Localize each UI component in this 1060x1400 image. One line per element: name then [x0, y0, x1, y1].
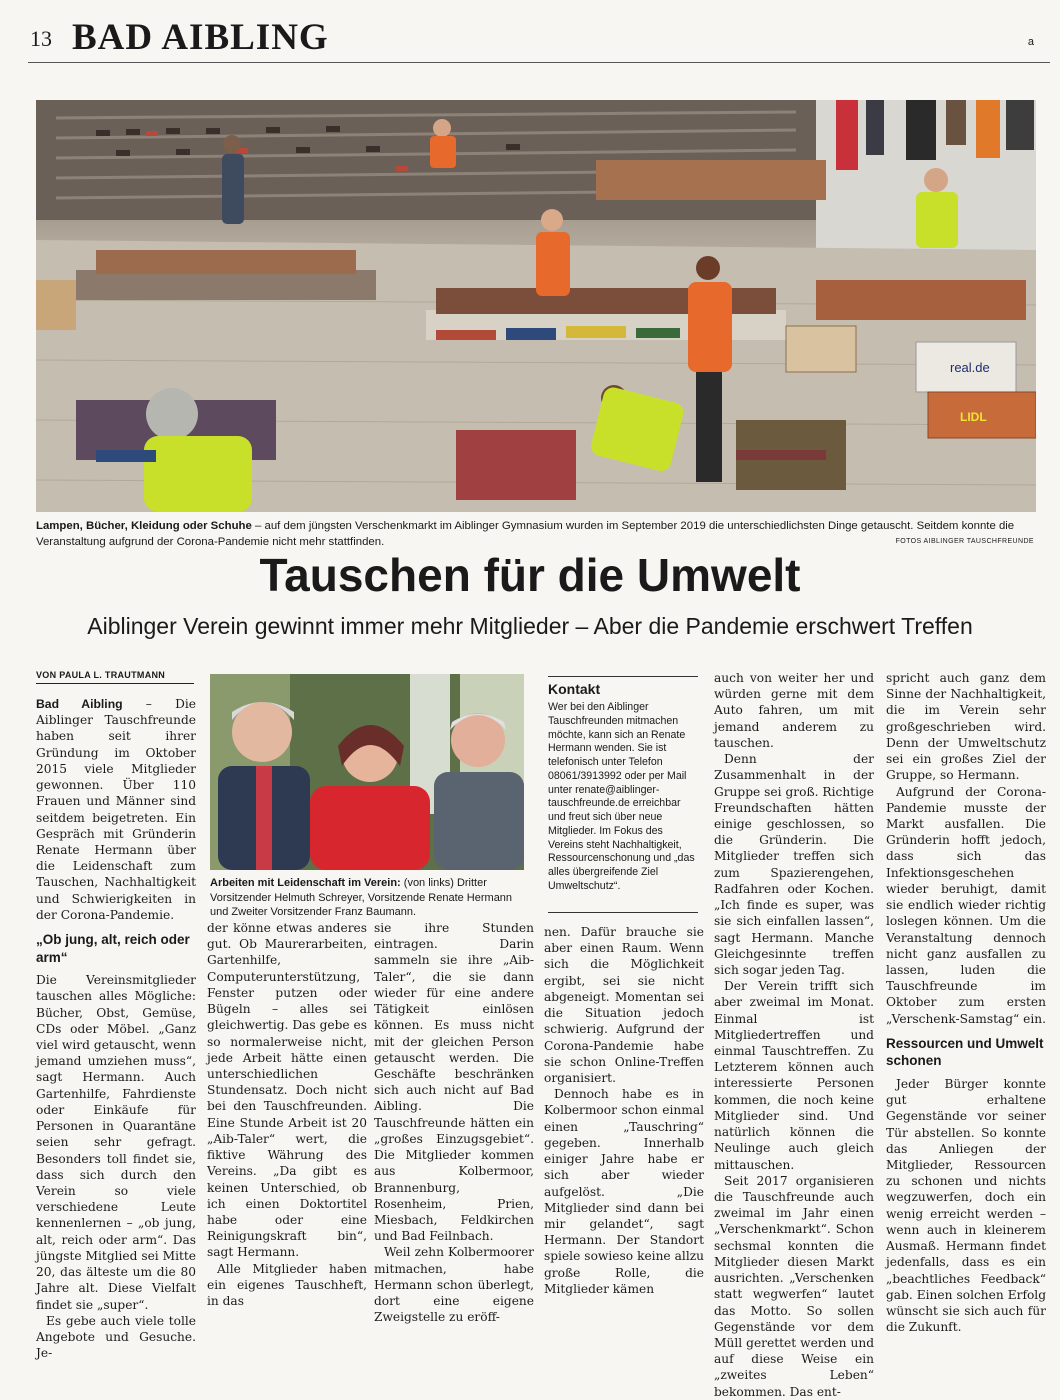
main-photo-caption: [36, 518, 1036, 550]
box-label-lidl: LIDL: [960, 410, 987, 424]
paragraph: Denn der Zusammenhalt in der Gruppe sei groß. Richtige Freundschaften hätten einige geschlossen, so die Gründerin. Die Mitglieder treffen sich zum Spazierengehen, Radfahren oder Kochen. „Ich finde es super, was sie sich einfallen lassen“, sagt Hermann. Manche Gleichgesinnte treffen sich sogar jeden Tag.: [714, 752, 874, 977]
page-number: 13: [30, 26, 52, 51]
section-title: BAD AIBLING: [72, 17, 329, 58]
main-photo: [36, 100, 1036, 512]
caption-text: (von links) Dritter Vorsitzender Helmuth Schreyer, Vorsitzende Renate Hermann und Zweiter Vorsitzender Franz Baumann.: [210, 877, 513, 919]
caption-text: – auf dem jüngsten Verschenkmarkt im Aiblinger Gymnasium wurden im September 2019 die unterschiedlichsten Dinge getauscht. Seitdem konnte die Veranstaltung aufgrund der Corona-Pandemie nicht mehr stattfinden.: [36, 520, 1015, 549]
edition-marker: a: [1027, 36, 1034, 48]
article-headline: Tauschen für die Umwelt: [259, 549, 801, 601]
paragraph: nen. Dafür brauche sie aber einen Raum. Wenn sich die Möglichkeit ergibt, sei sie nicht abgeneigt. Momentan sei die Situation jedoch schwierig. Aufgrund der Corona-Pandemie habe sie schon Online-Treffen organisiert.: [544, 925, 704, 1085]
team-photo: [210, 674, 524, 870]
photo-credit: FOTOS AIBLINGER TAUSCHFREUNDE: [895, 538, 1034, 545]
subheading: „Ob jung, alt, reich oder arm“: [36, 932, 190, 965]
market-hall-illustration: [36, 100, 1036, 512]
team-photo-illustration: [210, 674, 524, 870]
paragraph: Weil zehn Kolbermoorer mitmachen, habe Hermann schon überlegt, dort eine eigene Zweigstelle zu eröff-: [374, 1245, 534, 1325]
paragraph: Die Vereinsmitglieder tauschen alles Mögliche: Bücher, Obst, Gemüse, CDs oder Möbel. „Ganz viel wird getauscht, wenn jemand umziehen muss“, sagt Hermann. Auch Gartenhilfe, Fahrdienste oder Einkäufe für Personen in Quarantäne seien sehr gefragt. Besonders toll findet sie, dass sich durch den Verein so viele verschiedene Leute kennenlernen – „ob jung, alt, reich oder arm“. Das jüngste Mitglied sei Mitte 20, das älteste um die 80 Jahre alt. Diese Vielfalt findet sie „super“.: [36, 973, 196, 1312]
paragraph: Dennoch habe es in Kolbermoor schon einmal einen „Tauschring“ gegeben. Innerhalb einiger Jahre habe er sich aber wieder aufgelöst. „Die Mitglieder sind dann bei mir gelandet“, sagt Hermann. Der Standort spiele sowieso keine allzu große Rolle, die Mitglieder kämen: [544, 1087, 704, 1296]
article-column-1: [36, 696, 196, 1361]
paragraph: Jeder Bürger konnte gut erhaltene Gegenstände vor seiner Tür abstellen. So konnte das Anliegen der Mitglieder, Ressourcen zu schonen und nichts wegzuwerfen, doch ein wenig erreicht werden – wenn auch in kleinerem Ausmaß. Hermann findet jedenfalls, dass es ein „beachtliches Feedback“ gab. Einen solchen Erfolg wünscht sie sich auch für die Zukunft.: [886, 1076, 1046, 1335]
kontakt-title: Kontakt: [548, 681, 601, 697]
subheading: Ressourcen und Umwelt schonen: [886, 1035, 1044, 1069]
paragraph: Aufgrund der Corona-Pandemie musste der Markt ausfallen. Die Gründerin hofft jedoch, dass sich das Infektionsgeschehen wieder beruhigt, damit sie endlich wieder richtig loslegen können. Um die Veranstaltung dennoch nicht ganz ausfallen zu lassen, luden die Tauschfreunde im Oktober zum ersten „Verschenk-Samstag“ ein.: [886, 784, 1046, 1026]
paragraph: [36, 696, 196, 923]
article-column-6: [886, 670, 1046, 1335]
caption-lead: Arbeiten mit Leidenschaft im Verein:: [210, 877, 401, 889]
paragraph-text: – Die Aiblinger Tauschfreunde haben seit ihrer Gründung im Oktober 2015 viele Mitglieder gewonnen. Über 110 Frauen und Männer sind seitdem beigetreten. Ein Gespräch mit Gründerin Renate Hermann über die Leidenschaft zum Tauschen, Nachhaltigkeit und Schwierigkeiten in der Corona-Pandemie.: [36, 697, 196, 922]
header-rule: [28, 62, 1050, 63]
kontakt-box: [548, 676, 698, 894]
caption-lead: Lampen, Bücher, Kleidung oder Schuhe: [36, 520, 252, 532]
paragraph: der könne etwas anderes gut. Ob Maurerarbeiten, Gartenhilfe, Computerunterstützung, Fenster putzen oder Bügeln – alles sei gleichwertig. Das gebe es so normalerweise nicht, jede Arbeit hätte einen unterschiedlichen Stundensatz. Doch nicht bei den Tauschfreunden. Eine Stunde Arbeit ist 20 „Aib-Taler“ wert, die fiktive Währung des Vereins. „Da gibt es keinen Unterschied, ob ich einen Doktortitel habe oder eine Reinigungskraft bin“, sagt Hermann.: [207, 921, 367, 1260]
team-photo-caption: [210, 876, 526, 920]
paragraph: sie ihre Stunden eintragen. Darin sammeln sie ihre „Aib-Taler“, die sie dann wieder für eine andere Tätigkeit einlösen können. Es muss nicht mit der gleichen Person getauscht werden. Die Geschäfte beschränken sich auch nicht auf Bad Aibling. Die Tauschfreunde hätten ein „großes Einzugsgebiet“. Die Mitglieder kommen aus Kolbermoor, Brannenburg, Rosenheim, Prien, Miesbach, Feldkirchen und Bad Feilnbach.: [374, 921, 534, 1244]
article-column-5: [714, 670, 874, 1400]
paragraph: Der Verein trifft sich aber zweimal im Monat. Einmal ist Mitgliedertreffen und einmal Tauschtreffen. Zu Letzterem können auch interessierte Personen kommen, die noch keine Mitglieder sind. Und natürlich können die Neulinge auch gleich mittauschen.: [714, 979, 874, 1172]
byline: VON PAULA L. TRAUTMANN: [36, 670, 194, 684]
article-subheadline: Aiblinger Verein gewinnt immer mehr Mitglieder – Aber die Pandemie erschwert Treffen: [87, 613, 973, 639]
paragraph: auch von weiter her und würden gerne mit dem Auto fahren, um mit jemand anderem zu tauschen.: [714, 671, 874, 750]
paragraph: Alle Mitglieder haben ein eigenes Tauschheft, in das: [207, 1261, 367, 1309]
kontakt-rule: [548, 912, 698, 913]
article-column-2: [207, 920, 367, 1309]
paragraph: Es gebe auch viele tolle Angebote und Gesuche. Je-: [36, 1313, 196, 1361]
article-column-4: [544, 924, 704, 1297]
kontakt-text: Wer bei den Aiblinger Tauschfreunden mitmachen möchte, kann sich an Renate Hermann wenden. Sie ist telefonisch unter Telefon 08061/3913992 oder per Mail unter renate@aiblinger-tauschfreunde.de erreichbar und freut sich über neue Mitglieder. Im Fokus des Vereins steht Nachhaltigkeit, Ressourcenschonung und „das alles übergreifende Ziel Umweltschutz“.: [548, 701, 695, 892]
dateline: Bad Aibling: [36, 697, 123, 711]
paragraph: Seit 2017 organisieren die Tauschfreunde auch zweimal im Jahr einen „Verschenkmarkt“. Schon sechsmal konnten die Mitglieder diesen Markt ausrichten. „Verschenken statt wegwerfen“ lautet das Motto. So sollen Gegenstände vor dem Müll gerettet werden und auf diese Weise ein „zweites Leben“ bekommen. Das ent-: [714, 1173, 874, 1399]
box-label-real: real.de: [950, 360, 990, 375]
paragraph: spricht auch ganz dem Sinne der Nachhaltigkeit, die im Verein sehr großgeschrieben wird. Denn der Umweltschutz sei ein großes Ziel der Gruppe, so Hermann.: [886, 671, 1046, 783]
article-column-3: [374, 920, 534, 1325]
